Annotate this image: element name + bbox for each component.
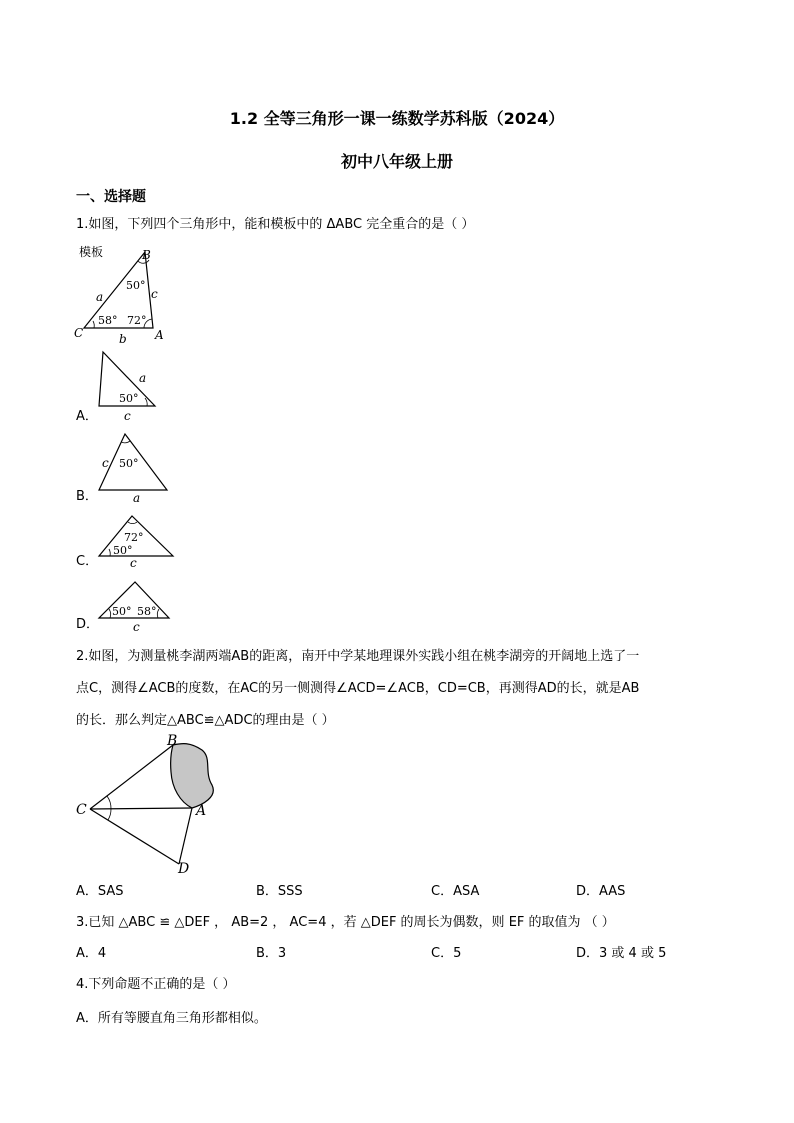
- vertex-a-label: A: [155, 328, 164, 342]
- option-a-angle-arc: [145, 398, 147, 406]
- vertex-c-label: C: [74, 326, 84, 340]
- segment-cb: [90, 745, 173, 809]
- option-d-angle-arc-right: [157, 609, 159, 618]
- option-a-side-a: a: [139, 371, 147, 385]
- option-b-side-a: a: [133, 491, 141, 505]
- template-label: 模板: [79, 245, 104, 259]
- point-c-label: C: [76, 802, 87, 818]
- angle-acd-arc: [108, 809, 111, 820]
- q1-option-b-figure: [95, 430, 175, 506]
- side-c-label: c: [151, 287, 158, 301]
- q1-option-a-label: A．: [76, 409, 98, 424]
- option-d-side-c: c: [133, 620, 140, 634]
- angle-arc-c: [93, 321, 94, 328]
- option-d-angle-right: 58°: [137, 605, 157, 618]
- point-b-label: B: [167, 733, 178, 749]
- option-c-angle-left: 50°: [113, 544, 133, 557]
- angle-a-label: 72°: [127, 314, 147, 327]
- vertex-b-label: B: [142, 248, 151, 262]
- q1-option-d-label: D．: [76, 617, 100, 632]
- q2-option-d: D．AAS: [576, 884, 626, 899]
- q3-option-c: C．5: [431, 946, 462, 961]
- q2-stem-line3: 的长．那么判定△ABC≌△ADC的理由是（ ）: [76, 713, 335, 728]
- option-c-side-c: c: [130, 556, 137, 570]
- q4-option-a: A．所有等腰直角三角形都相似。: [76, 1011, 267, 1026]
- option-d-angle-arc-left: [109, 609, 111, 618]
- q2-option-b: B．SSS: [256, 884, 303, 899]
- side-a-label: a: [96, 290, 104, 304]
- q1-option-b-label: B．: [76, 489, 98, 504]
- q3-option-d: D．3 或 4 或 5: [576, 946, 667, 961]
- option-d-triangle: [99, 582, 169, 618]
- q4-stem: 4.下列命题不正确的是（ ）: [76, 977, 236, 992]
- document-subtitle: 初中八年级上册: [340, 152, 453, 171]
- point-d-label: D: [178, 861, 190, 877]
- point-a-label: A: [196, 803, 207, 819]
- q2-option-c: C．ASA: [431, 884, 480, 899]
- document-title: 1.2 全等三角形一课一练数学苏科版（2024）: [229, 109, 565, 128]
- q1-option-a-figure: [95, 348, 165, 424]
- q3-option-a: A．4: [76, 946, 107, 961]
- q2-stem-line2: 点C，测得∠ACB的度数，在AC的另一侧测得∠ACD=∠ACB，CD=CB，再测得AD的长，就是AB: [76, 681, 640, 696]
- q1-option-d-figure: [95, 576, 175, 636]
- option-b-side-c: c: [102, 456, 109, 470]
- option-c-angle-top: 72°: [124, 531, 144, 544]
- option-a-angle: 50°: [119, 392, 139, 405]
- section-heading: 一、选择题: [76, 189, 146, 205]
- q3-option-b: B．3: [256, 946, 287, 961]
- q2-lake-figure: [72, 730, 222, 880]
- option-b-angle-arc: [121, 441, 130, 443]
- angle-b-label: 50°: [126, 279, 146, 292]
- q1-option-c-label: C．: [76, 554, 99, 569]
- side-b-label: b: [119, 332, 127, 346]
- q2-stem-line1: 2.如图，为测量桃李湖两端AB的距离，南开中学某地理课外实践小组在桃李湖旁的开阔地上选了一: [76, 649, 640, 664]
- option-c-angle-arc-left: [109, 549, 110, 556]
- q1-option-c-figure: [95, 512, 180, 572]
- q1-stem: 1.如图，下列四个三角形中，能和模板中的 ΔABC 完全重合的是（ ）: [76, 217, 475, 232]
- segment-cd: [90, 809, 179, 864]
- template-triangle-figure: [70, 246, 180, 346]
- segment-ad: [179, 808, 192, 864]
- option-c-angle-arc-top: [128, 522, 137, 524]
- angle-acb-arc: [107, 796, 111, 809]
- lake-shape: [171, 744, 214, 808]
- option-d-angle-left: 50°: [112, 605, 132, 618]
- option-b-angle: 50°: [119, 457, 139, 470]
- angle-c-label: 58°: [98, 314, 118, 327]
- q3-stem: 3.已知 △ABC ≌ △DEF ， AB=2 ， AC=4 ，若 △DEF 的周长为偶数，则 EF 的取值为 （ ）: [76, 915, 615, 930]
- q2-option-a: A．SAS: [76, 884, 124, 899]
- option-a-side-c: c: [124, 409, 131, 423]
- segment-ca: [90, 808, 192, 809]
